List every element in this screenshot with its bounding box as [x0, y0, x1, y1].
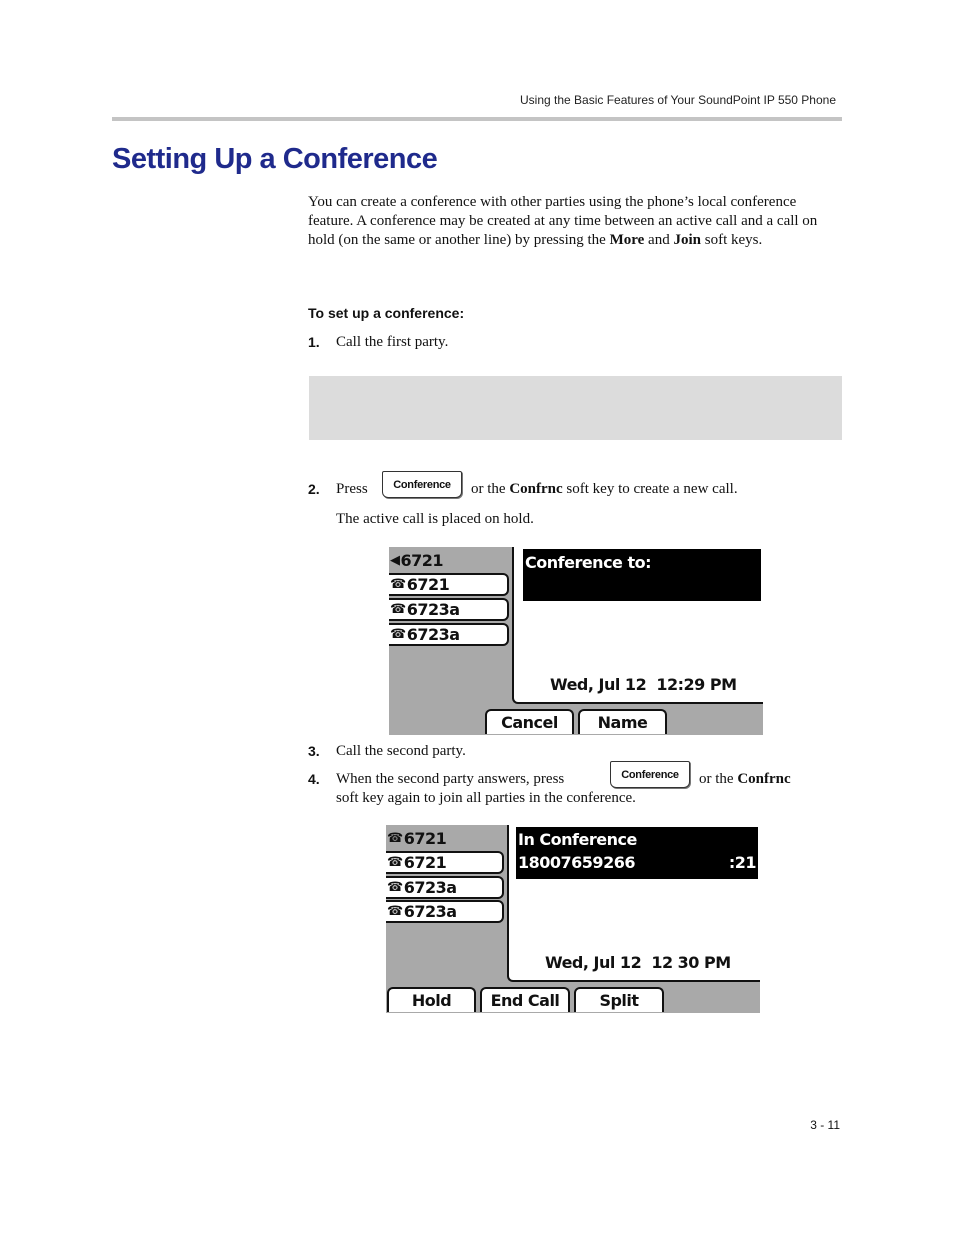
- line-label: 6723a: [403, 902, 457, 921]
- step-2-rest: [471, 480, 738, 499]
- line-key-1: [389, 549, 509, 572]
- step-3-number: 3.: [308, 743, 320, 759]
- step-1-text: Call the first party.: [336, 334, 449, 350]
- line-label: 6721: [400, 551, 444, 570]
- intro-text-and: and: [644, 232, 674, 248]
- step-4-pre: When the second party answers, press: [336, 771, 565, 787]
- step-1-number: 1.: [308, 334, 320, 350]
- line-label: 6721: [403, 853, 447, 872]
- speaker-icon: ◀: [390, 553, 400, 568]
- line-label: 6723a: [406, 600, 460, 619]
- conference-phone-icon: ☎: [387, 831, 403, 846]
- phone-icon: ☎: [390, 602, 406, 617]
- step-2-or-the: or the: [471, 481, 506, 497]
- page-number: 3 - 11: [810, 1118, 840, 1132]
- phone-icon: ☎: [390, 577, 406, 592]
- phone-icon: ☎: [390, 627, 406, 642]
- step-3-text: Call the second party.: [336, 743, 466, 759]
- line-label: 6721: [403, 829, 447, 848]
- step-2-tail: soft key to create a new call.: [566, 481, 738, 497]
- intro-text-1: You can create a conference with other parties using the phone’s local conference feature. A conference may be created at any time between an active call and a call on hold (on the same or another line) by pressing the: [308, 194, 818, 248]
- phone-icon: ☎: [387, 880, 403, 895]
- line-key-4: [386, 900, 504, 923]
- confrnc-softkey-name: Confrnc: [509, 481, 563, 497]
- step-4-tail-wrap: [336, 770, 836, 808]
- line-key-3: [386, 876, 504, 899]
- header-rule: [112, 117, 842, 121]
- join-key-name: Join: [673, 232, 701, 248]
- in-conference-label: In Conference: [518, 830, 637, 849]
- date-time: Wed, Jul 12 12:29 PM: [550, 675, 737, 694]
- line-label: 6723a: [403, 878, 457, 897]
- conference-to-banner: Conference to:: [523, 549, 761, 601]
- confrnc-softkey-name: Confrnc: [737, 771, 791, 787]
- line-key-1: [386, 827, 506, 850]
- step-2-number: 2.: [308, 481, 320, 497]
- softkey-split[interactable]: Split: [574, 987, 664, 1012]
- call-duration: :21: [728, 853, 756, 872]
- line-label: 6721: [406, 575, 450, 594]
- intro-text-2: soft keys.: [700, 232, 763, 248]
- softkey-cancel[interactable]: Cancel: [485, 709, 574, 734]
- step-2-result: The active call is placed on hold.: [336, 511, 534, 527]
- running-header: Using the Basic Features of Your SoundPoint IP 550 Phone: [520, 93, 836, 107]
- note-box: [309, 376, 842, 440]
- softkey-name[interactable]: Name: [578, 709, 667, 734]
- conference-key-icon: Conference: [382, 471, 462, 498]
- phone-icon: ☎: [387, 855, 403, 870]
- line-key-4: [389, 623, 509, 646]
- caller-number: 18007659266: [518, 853, 635, 872]
- conference-key-icon: Conference: [610, 761, 690, 788]
- step-4-tail: soft key again to join all parties in the conference.: [336, 790, 636, 806]
- page-title: Setting Up a Conference: [112, 143, 438, 175]
- more-key-name: More: [609, 232, 645, 248]
- step-4-number: 4.: [308, 771, 320, 787]
- date-time: Wed, Jul 12 12 30 PM: [545, 953, 731, 972]
- step-4-or-the: or the: [699, 771, 734, 787]
- line-key-3: [389, 598, 509, 621]
- procedure-heading: To set up a conference:: [308, 305, 465, 321]
- in-conference-banner: [516, 827, 758, 879]
- softkey-hold[interactable]: Hold: [387, 987, 476, 1012]
- line-key-2: [389, 573, 509, 596]
- softkey-end-call[interactable]: End Call: [480, 987, 570, 1012]
- phone-icon: ☎: [387, 904, 403, 919]
- line-key-2: [386, 851, 504, 874]
- call-info-row: [518, 853, 756, 872]
- line-label: 6723a: [406, 625, 460, 644]
- phone-screen-in-conference: [386, 825, 760, 1013]
- intro-paragraph: [308, 193, 843, 250]
- phone-screen-conference-to: [389, 547, 763, 735]
- step-2-press: Press: [336, 481, 368, 497]
